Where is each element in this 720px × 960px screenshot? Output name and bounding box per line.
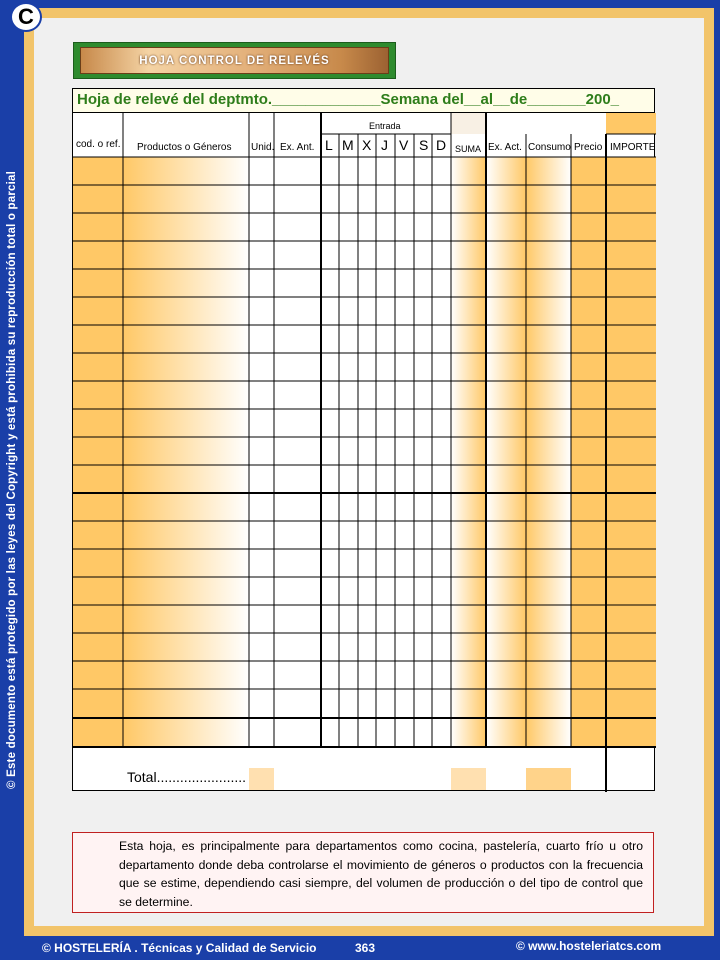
corner-c-logo: C: [10, 2, 42, 32]
sheet-heading: Hoja de relevé del deptmto._____________Semana del__al__de_______200_: [73, 89, 654, 113]
col-header-importe: IMPORTE: [610, 142, 656, 153]
col-header-day-x: X: [362, 137, 372, 153]
col-header-day-j: J: [381, 137, 388, 153]
sheet-grid: [73, 113, 656, 792]
fill-total-consumo: [526, 768, 571, 790]
col-header-consumo: Consumo: [528, 142, 571, 153]
title-badge: [73, 42, 396, 79]
fill-exact: [486, 157, 526, 747]
explanatory-note: Esta hoja, es principalmente para departamentos como cocina, pastelería, cuarto frío u otro departamento donde deba controlarse el movimiento de géneros o productos con la frecuencia que se estime, dependiendo casi siempre, del volumen de producción o del tipo de control que se determine.: [72, 832, 654, 913]
fill-suma-top: [451, 113, 486, 134]
copyright-side-text: [0, 0, 24, 960]
fill-total-unid: [249, 768, 274, 790]
fill-exant: [274, 157, 321, 747]
col-header-unid: Unid.: [251, 142, 275, 153]
fill-importe-top: [606, 113, 656, 134]
fill-precio: [571, 157, 606, 747]
relieve-sheet: [72, 88, 655, 791]
fill-importe: [606, 157, 656, 747]
col-header-day-s: S: [419, 137, 429, 153]
fill-unid: [249, 157, 274, 747]
col-header-day-v: V: [399, 137, 409, 153]
footer-website: © www.hosteleriatcs.com: [516, 939, 662, 953]
col-header-day-m: M: [342, 137, 354, 153]
col-header-suma: SUMA: [455, 144, 482, 154]
col-header-cod: cod. o ref.: [76, 139, 121, 150]
fill-productos: [123, 157, 249, 747]
col-header-day-d: D: [436, 137, 447, 153]
col-header-day-l: L: [325, 137, 333, 153]
col-header-ex-ant: Ex. Ant.: [280, 142, 315, 153]
footer-book-title: © HOSTELERÍA . Técnicas y Calidad de Servicio: [42, 941, 317, 955]
footer-page-number: 363: [355, 941, 376, 955]
title-badge-label: HOJA CONTROL DE RELEVÉS: [80, 47, 389, 74]
total-label: Total.......................: [127, 769, 247, 785]
fill-total-suma: [451, 768, 486, 790]
col-header-ex-act: Ex. Act.: [488, 142, 522, 153]
col-header-precio: Precio: [574, 142, 603, 153]
copyright-side-label: © Este documento está protegido por las leyes del Copyright y está prohibida su reproducción total o parcial: [6, 171, 18, 789]
col-header-productos: Productos o Géneros: [137, 142, 232, 153]
fill-cod: [73, 157, 123, 747]
grid-fills: [73, 113, 656, 790]
col-header-entrada: Entrada: [369, 121, 401, 131]
fill-suma: [451, 157, 486, 747]
fill-consumo: [526, 157, 571, 747]
